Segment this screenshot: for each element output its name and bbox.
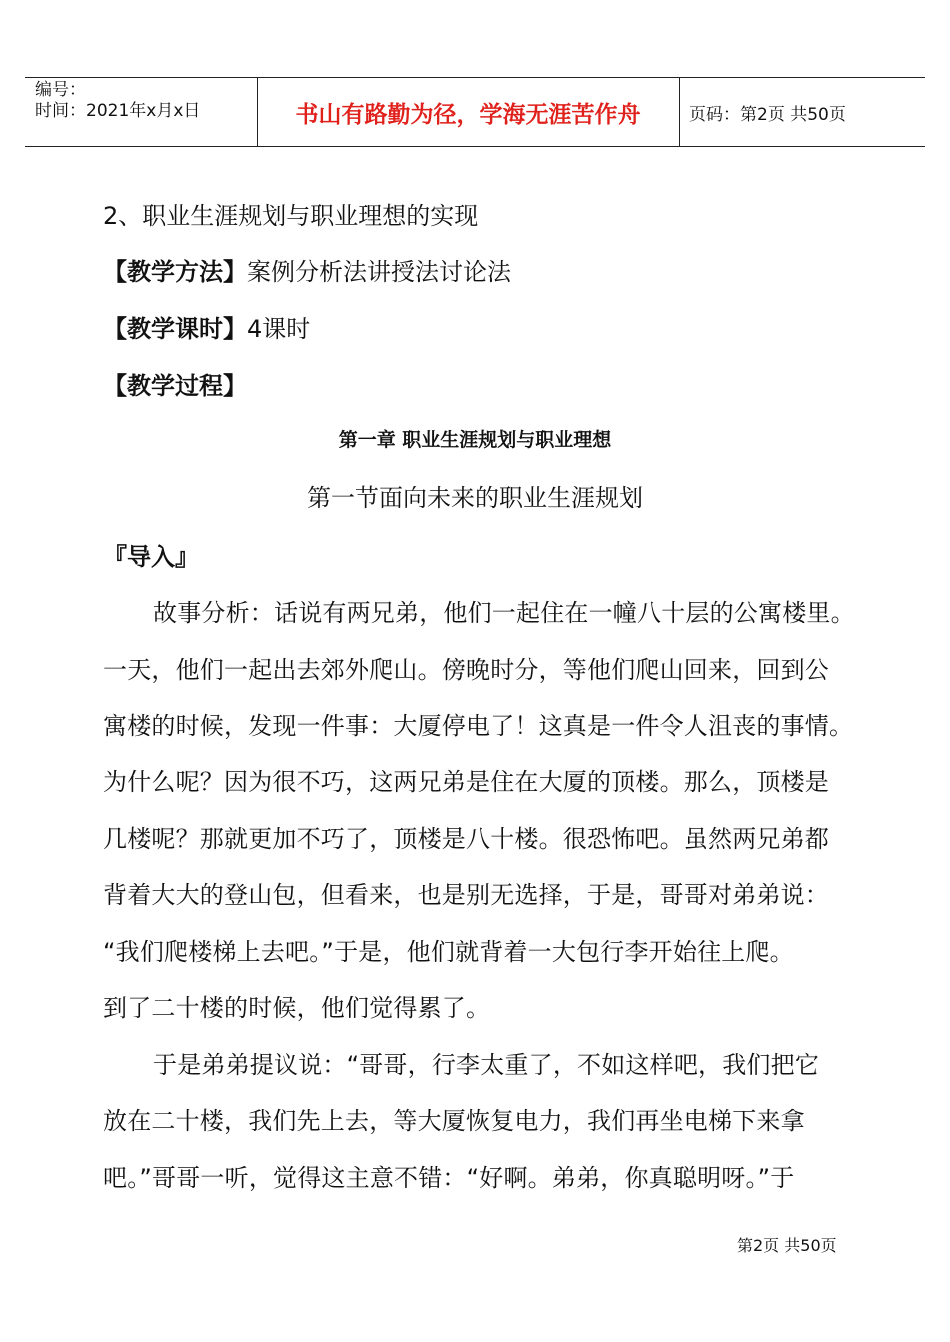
paragraph-line: 背着大大的登山包，但看来，也是别无选择，于是，哥哥对弟弟说：: [103, 881, 829, 909]
header-page-info: 页码：第2页 共50页: [689, 104, 846, 125]
section-title: 第一节面向未来的职业生涯规划: [307, 484, 643, 512]
header-divider: [679, 77, 680, 147]
teaching-hours: [103, 309, 310, 344]
page-footer: 第2页 共50页: [737, 1236, 837, 1255]
hours-label: 【教学课时】: [103, 315, 247, 343]
header-meta: [35, 80, 200, 122]
method-label: 【教学方法】: [103, 258, 247, 286]
teaching-process-label: 【教学过程】: [103, 372, 247, 400]
paragraph-line: 故事分析：话说有两兄弟，他们一起住在一幢八十层的公寓楼里。: [153, 599, 855, 627]
number-label: 编号：: [35, 80, 86, 100]
date-label: 时间：2021年x月x日: [35, 101, 201, 121]
paragraph-line: 寓楼的时候，发现一件事：大厦停电了！这真是一件令人沮丧的事情。: [103, 712, 854, 740]
intro-label: 『导入』: [103, 543, 199, 571]
paragraph-line: 一天，他们一起出去郊外爬山。傍晚时分，等他们爬山回来，回到公: [103, 656, 829, 684]
paragraph-line: 吧。”哥哥一听，觉得这主意不错：“好啊。弟弟，你真聪明呀。”于: [103, 1164, 795, 1192]
chapter-title: 第一章 职业生涯规划与职业理想: [338, 429, 612, 451]
method-text: 案例分析法讲授法讨论法: [247, 258, 511, 286]
teaching-method: [103, 252, 511, 287]
list-item-2: 2、职业生涯规划与职业理想的实现: [103, 202, 479, 230]
paragraph-line: 为什么呢？因为很不巧，这两兄弟是住在大厦的顶楼。那么，顶楼是: [103, 768, 829, 796]
hours-text: 4课时: [247, 315, 311, 343]
paragraph-line: “我们爬楼梯上去吧。”于是，他们就背着一大包行李开始往上爬。: [103, 938, 794, 966]
page-header: [25, 77, 925, 147]
paragraph-line: 放在二十楼，我们先上去，等大厦恢复电力，我们再坐电梯下来拿: [103, 1107, 805, 1135]
paragraph-line: 到了二十楼的时候，他们觉得累了。: [103, 994, 491, 1022]
paragraph-line: 几楼呢？那就更加不巧了，顶楼是八十楼。很恐怖吧。虽然两兄弟都: [103, 825, 829, 853]
header-motto: 书山有路勤为径，学海无涯苦作舟: [295, 100, 641, 128]
paragraph-line: 于是弟弟提议说：“哥哥，行李太重了，不如这样吧，我们把它: [153, 1051, 820, 1079]
